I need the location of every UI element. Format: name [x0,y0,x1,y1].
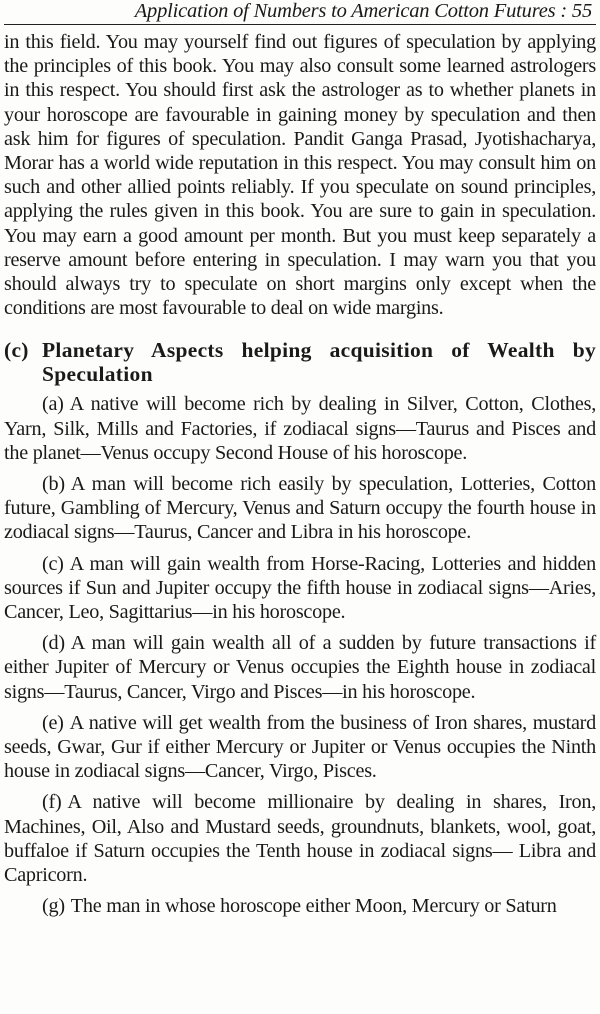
section-label: (c) [4,338,29,363]
rule-item-d [4,631,596,704]
intro-paragraph: in this field. You may yourself find out figures of speculation by applying the principles of this book. You may also consult some learned astrologers in this respect. You should first ask the astrologer as to whether planets in your horoscope are favourable in gaining money by speculation and then ask him for figures of speculation. Pandit Ganga Prasad, Jyotishacharya, Morar has a world wide reputation in this respect. You may consult him on such and other allied points reliably. If you speculate on sound principles, applying the rules given in this book. You are sure to gain in speculation. You may earn a good amount per month. But you must keep separately a reserve amount before entering in speculation. I may warn you that you should always try to speculate on short margins only except when the conditions are most favourable to deal on wide margins. [4,31,596,320]
rule-item-c [4,552,596,625]
rule-label: (a) [42,393,64,416]
rule-text: A man will gain wealth all of a sudden by future transactions if either Jupiter of Mercury or Venus occupies the Eighth house in zodiacal signs—Taurus, Cancer, Virgo and Pisces—in his horoscope. [4,632,596,703]
rule-label: (c) [42,552,64,575]
rule-text: A native will become millionaire by dealing in shares, Iron, Machines, Oil, Also and Mustard seeds, groundnuts, blankets, wool, goat, buffaloe if Saturn occupies the Tenth house in zodiacal signs— Libra and Capricorn. [4,791,596,887]
rule-text: A man will become rich easily by speculation, Lotteries, Cotton future, Gambling of Mercury, Venus and Saturn occupy the fourth house in zodiacal signs—Taurus, Cancer and Libra in his horoscope. [4,473,596,544]
rule-label: (g) [42,895,65,918]
rule-label: (e) [42,711,64,734]
rule-text: A man will gain wealth from Horse-Racing, Lotteries and hidden sources if Sun and Jupiter occupy the fifth house in zodiacal signs—Aries, Cancer, Leo, Sagittarius—in his horoscope. [4,552,596,624]
running-head-separator: : [555,0,572,22]
rule-item-g [4,894,596,918]
section-title: Planetary Aspects helping acquisition of Wealth by Speculation [42,338,596,387]
rule-text: A native will become rich by dealing in Silver, Cotton, Clothes, Yarn, Silk, Mills and Factories, if zodiacal signs—Taurus and Pisces and the planet—Venus occupy Second House of his horoscope. [4,393,596,464]
rule-label: (d) [42,632,65,655]
rule-text: The man in whose horoscope either Moon, Mercury or Saturn [70,895,557,918]
rule-item-a [4,392,596,465]
page-body [4,30,596,926]
rule-label: (f) [42,791,62,814]
rule-item-b [4,472,596,545]
rule-label: (b) [42,473,65,496]
header-divider [4,24,596,25]
running-head-title: Application of Numbers to American Cotton Futures [134,0,556,22]
page-number: 55 [571,0,592,22]
rule-text: A native will get wealth from the business of Iron shares, mustard seeds, Gwar, Gur if either Mercury or Jupiter or Venus occupies the Ninth house in zodiacal signs—Cancer, Virgo, Pisces. [4,711,596,783]
section-heading [4,338,596,386]
running-head [0,0,592,22]
rule-item-f [4,790,596,887]
rule-item-e [4,711,596,784]
